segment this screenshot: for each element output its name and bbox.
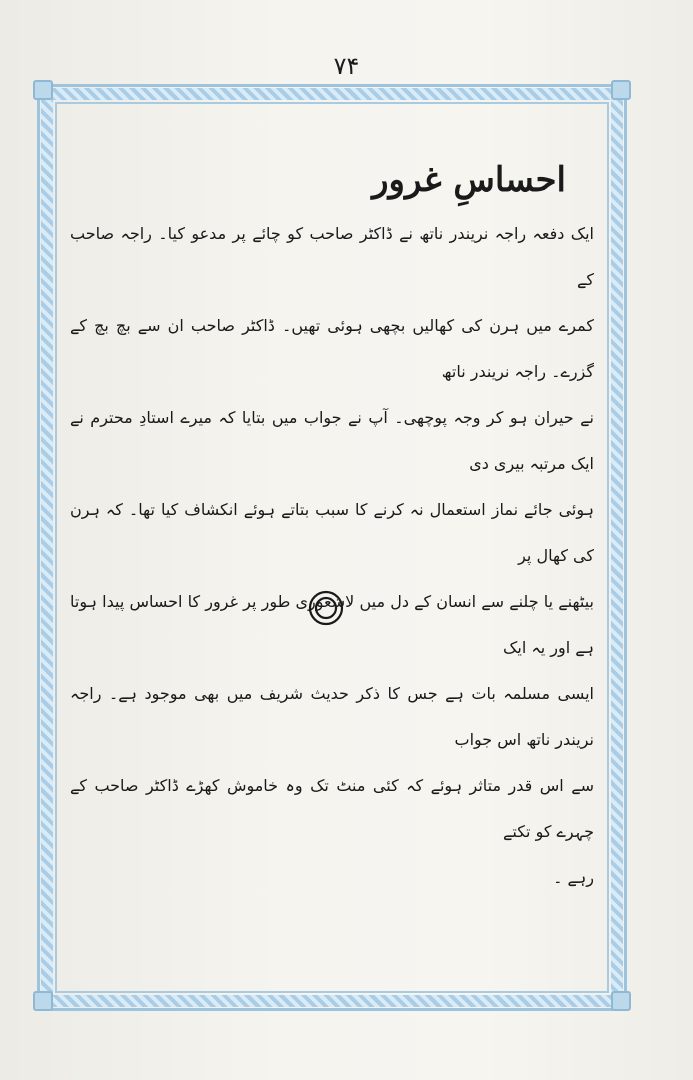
- border-corner-bottom-right: [611, 991, 631, 1011]
- body-line: سے اس قدر متاثر ہوئے کہ کئی منٹ تک وہ خاموش کھڑے ڈاکٹر صاحب کے چہرے کو تکتے: [70, 775, 594, 841]
- body-line: ایک دفعہ راجہ نریندر ناتھ نے ڈاکٹر صاحب کو چائے پر مدعو کیا۔ راجہ صاحب کے: [70, 223, 594, 289]
- article-body: [70, 211, 594, 901]
- border-corner-bottom-left: [33, 991, 53, 1011]
- double-circle-end-mark-icon: [308, 590, 344, 626]
- body-line: بیٹھنے یا چلنے سے انسان کے دل میں لاشعوری طور پر غرور کا احساس پیدا ہوتا ہے اور یہ ایک: [70, 591, 594, 657]
- border-corner-top-right: [611, 80, 631, 100]
- article-title: احساسِ غرور: [372, 160, 566, 200]
- article: [70, 160, 594, 901]
- border-corner-top-left: [33, 80, 53, 100]
- body-line: نے حیران ہو کر وجہ پوچھی۔ آپ نے جواب میں بتایا کہ میرے استادِ محترم نے ایک مرتبہ بیری دی: [70, 407, 594, 473]
- page-number: ۷۴: [333, 52, 360, 80]
- body-line: کمرے میں ہرن کی کھالیں بچھی ہوئی تھیں۔ ڈاکٹر صاحب ان سے بچ بچ کے گزرے۔ راجہ نریندر ناتھ: [70, 315, 594, 381]
- body-line: ہوئی جائے نماز استعمال نہ کرنے کا سبب بتاتے ہوئے انکشاف کیا تھا۔ کہ ہرن کی کھال پر: [70, 499, 594, 565]
- body-line: رہے ۔: [553, 867, 594, 887]
- body-line: ایسی مسلمہ بات ہے جس کا ذکر حدیث شریف میں بھی موجود ہے۔ راجہ نریندر ناتھ اس جواب: [70, 683, 594, 749]
